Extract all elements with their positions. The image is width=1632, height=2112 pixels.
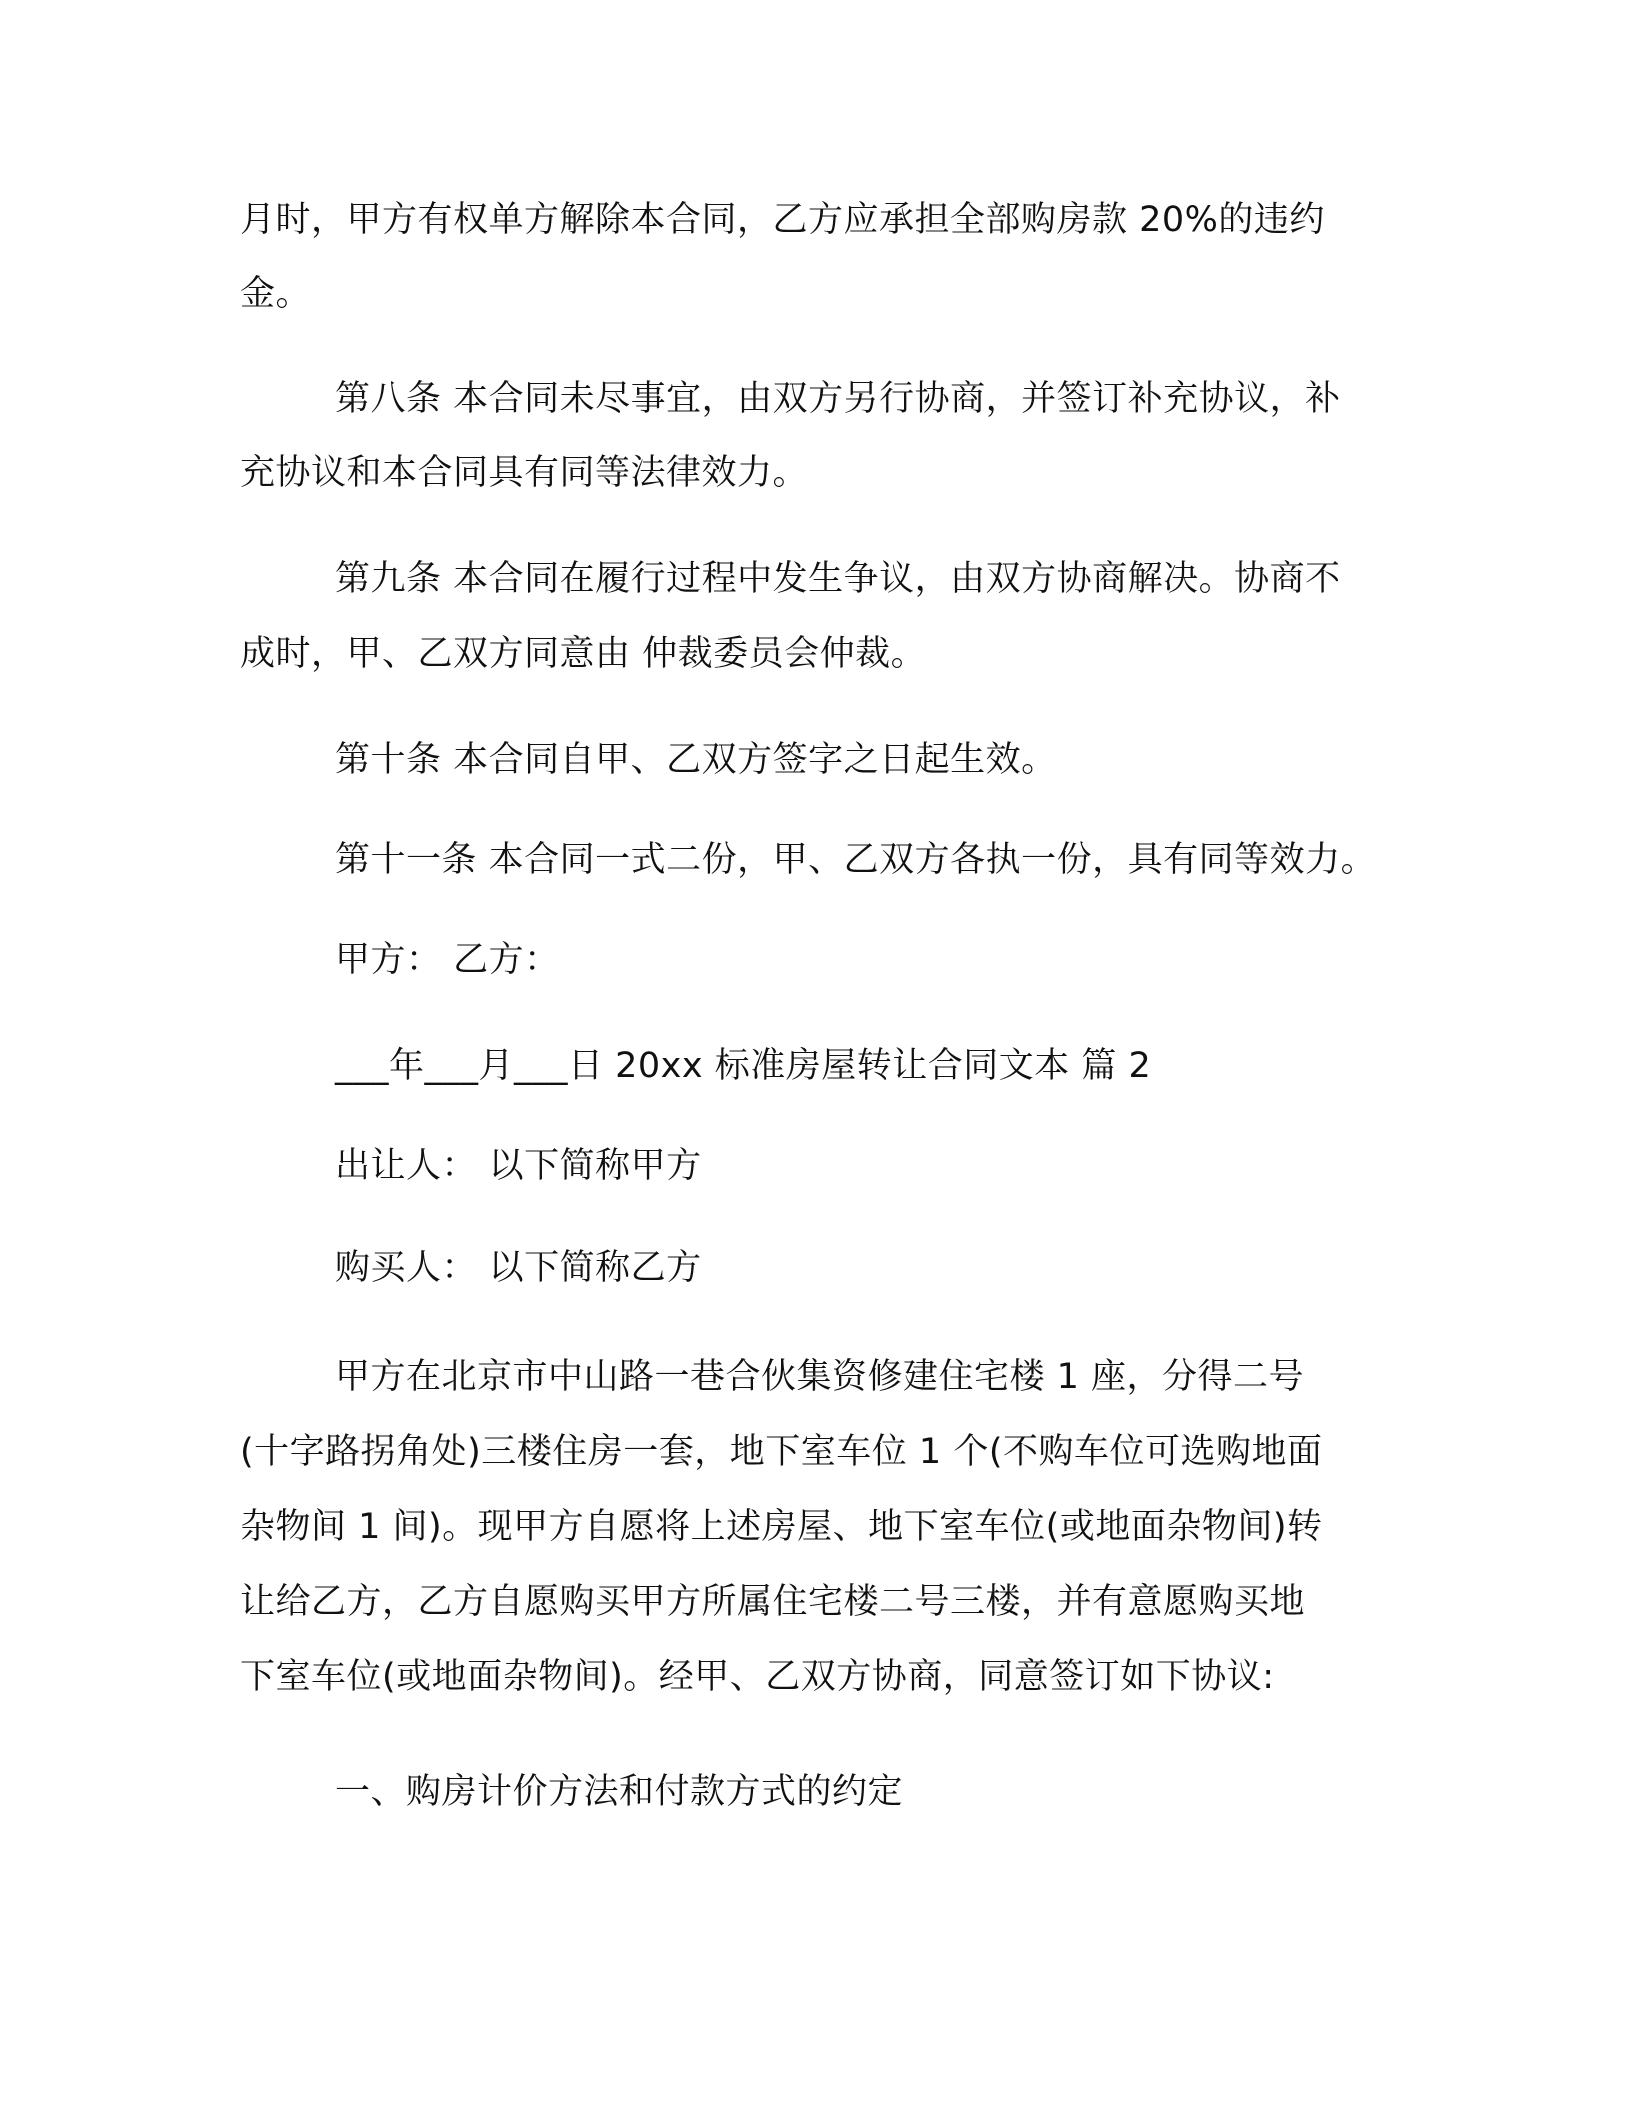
text-line: 杂物间 1 间)。现甲方自愿将上述房屋、地下室车位(或地面杂物间)转 [240,1507,1323,1547]
text-line: 第十条 本合同自甲、乙双方签字之日起生效。 [335,740,1057,780]
date-heading-line: ___年___月___日 20xx 标准房屋转让合同文本 篇 2 [335,1046,1152,1086]
text-line: 出让人： 以下简称甲方 [335,1146,702,1186]
text-line: 月时，甲方有权单方解除本合同，乙方应承担全部购房款 20%的违约 [240,200,1325,240]
text-line: 甲方在北京市中山路一巷合伙集资修建住宅楼 1 座，分得二号 [335,1357,1305,1397]
text-line: 第八条 本合同未尽事宜，由双方另行协商，并签订补充协议，补 [335,379,1341,419]
text-line: (十字路拐角处)三楼住房一套，地下室车位 1 个(不购车位可选购地面 [240,1432,1323,1472]
text-line: 让给乙方，乙方自愿购买甲方所属住宅楼二号三楼，并有意愿购买地 [240,1582,1306,1622]
signature-line: 甲方： 乙方： [335,940,560,980]
text-line: 成时，甲、乙双方同意由 仲裁委员会仲裁。 [240,634,927,674]
section-heading: 一、购房计价方法和付款方式的约定 [335,1772,904,1812]
text-line: 购买人： 以下简称乙方 [335,1248,702,1288]
text-line: 下室车位(或地面杂物间)。经甲、乙双方协商，同意签订如下协议: [240,1657,1275,1697]
text-line: 第十一条 本合同一式二份，甲、乙双方各执一份，具有同等效力。 [335,840,1377,880]
text-line: 充协议和本合同具有同等法律效力。 [240,453,809,493]
text-line: 金。 [240,274,312,314]
text-line: 第九条 本合同在履行过程中发生争议，由双方协商解决。协商不 [335,559,1341,599]
